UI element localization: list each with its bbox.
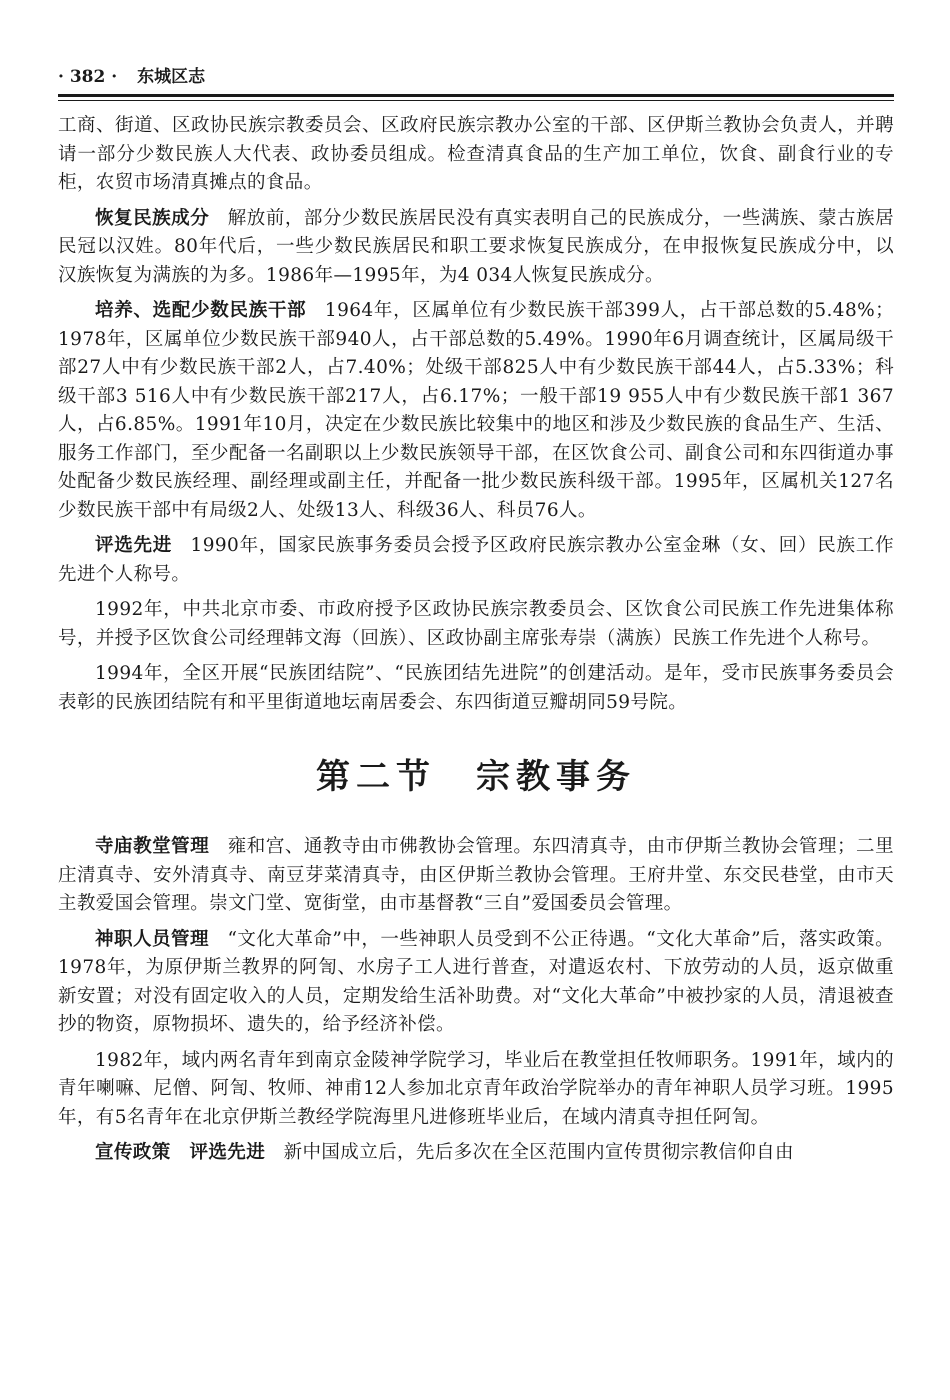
section-one-paragraphs	[58, 112, 894, 717]
paragraph-text: 1964年，区属单位有少数民族干部399人，占干部总数的5.48%；1978年，区属单位少数民族干部940人，占干部总数的5.49%。1990年6月调查统计，区属局级干部27人中有少数民族干部2人，占7.40%；处级干部825人中有少数民族干部44人，占5.33%；科级干部3 516人中有少数民族干部217人，占6.17%；一般干部19 955人中有少数民族干部1 367人，占6.85%。1991年10月，决定在少数民族比较集中的地区和涉及少数民族的食品生产、生活、服务工作部门，至少配备一名副职以上少数民族领导干部，在区饮食公司、副食公司和东四街道办事处配备少数民族经理、副经理或副主任，并配备一批少数民族科级干部。1995年，区属机关127名少数民族干部中有局级2人、处级13人、科级36人、科员76人。	[58, 300, 894, 521]
paragraph-heading: 培养、选配少数民族干部	[95, 300, 307, 321]
paragraph-heading: 神职人员管理	[95, 928, 209, 950]
paragraph-text: 1990年，国家民族事务委员会授予区政府民族宗教办公室金琳（女、回）民族工作先进个人称号。	[58, 535, 894, 585]
paragraph	[58, 660, 894, 717]
header-rule-thin	[58, 100, 894, 101]
paragraph-text: 1994年，全区开展“民族团结院”、“民族团结先进院”的创建活动。是年，受市民族事务委员会表彰的民族团结院有和平里街道地坛南居委会、东四街道豆瓣胡同59号院。	[58, 663, 894, 713]
paragraph-text: 1982年，域内两名青年到南京金陵神学院学习，毕业后在教堂担任牧师职务。1991年，域内的青年喇嘛、尼僧、阿訇、牧师、神甫12人参加北京青年政治学院举办的青年神职人员学习班。1995年，有5名青年在北京伊斯兰教经学院海里凡进修班毕业后，在域内清真寺担任阿訇。	[58, 1049, 894, 1128]
paragraph-heading: 评选先进	[95, 535, 173, 556]
paragraph	[58, 1047, 894, 1133]
paragraph-text: 新中国成立后，先后多次在全区范围内宣传贯彻宗教信仰自由	[283, 1142, 794, 1163]
paragraph	[58, 926, 894, 1040]
paragraph-text: 解放前，部分少数民族居民没有真实表明自己的民族成分，一些满族、蒙古族居民冠以汉姓。80年代后，一些少数民族居民和职工要求恢复民族成分，在申报恢复民族成分中，以汉族恢复为满族的为多。1986年—1995年，为4 034人恢复民族成分。	[58, 207, 894, 286]
paragraph-text: 雍和宫、通教寺由市佛教协会管理。东四清真寺，由市伊斯兰教协会管理；二里庄清真寺、安外清真寺、南豆芽菜清真寺，由区伊斯兰教协会管理。王府井堂、东交民巷堂，由市天主教爱国会管理。崇文门堂、宽街堂，由市基督教“三自”爱国委员会管理。	[58, 836, 894, 914]
paragraph	[58, 112, 894, 198]
paragraph-text: “文化大革命”中，一些神职人员受到不公正待遇。“文化大革命”后，落实政策。1978年，为原伊斯兰教界的阿訇、水房子工人进行普查，对遣返农村、下放劳动的人员，返京做重新安置；对没有固定收入的人员，定期发给生活补助费。对“文化大革命”中被抄家的人员，清退被查抄的物资，原物损坏、遗失的，给予经济补偿。	[58, 928, 894, 1035]
running-header	[58, 64, 894, 90]
paragraph	[58, 1139, 894, 1168]
paragraph	[58, 833, 894, 919]
section-title: 第二节 宗教事务	[316, 757, 636, 797]
paragraph-heading: 恢复民族成分	[95, 207, 210, 229]
header-rule-thick	[58, 94, 894, 97]
paragraph-text: 工商、街道、区政协民族宗教委员会、区政府民族宗教办公室的干部、区伊斯兰教协会负责人，并聘请一部分少数民族人大代表、政协委员组成。检查清真食品的生产加工单位，饮食、副食行业的专柜，农贸市场清真摊点的食品。	[58, 115, 894, 193]
paragraph	[58, 205, 894, 291]
paragraph-heading: 宣传政策 评选先进	[95, 1142, 266, 1163]
paragraph-text: 1992年，中共北京市委、市政府授予区政协民族宗教委员会、区饮食公司民族工作先进集体称号，并授予区饮食公司经理韩文海（回族）、区政协副主席张寿崇（满族）民族工作先进个人称号。	[58, 599, 894, 649]
section-two-paragraphs	[58, 833, 894, 1168]
book-title: 东城区志	[137, 67, 206, 87]
paragraph	[58, 297, 894, 525]
page-number: · 382 ·	[58, 67, 118, 87]
paragraph	[58, 596, 894, 653]
paragraph	[58, 532, 894, 589]
body-text	[58, 112, 894, 1175]
paragraph-heading: 寺庙教堂管理	[95, 836, 210, 857]
